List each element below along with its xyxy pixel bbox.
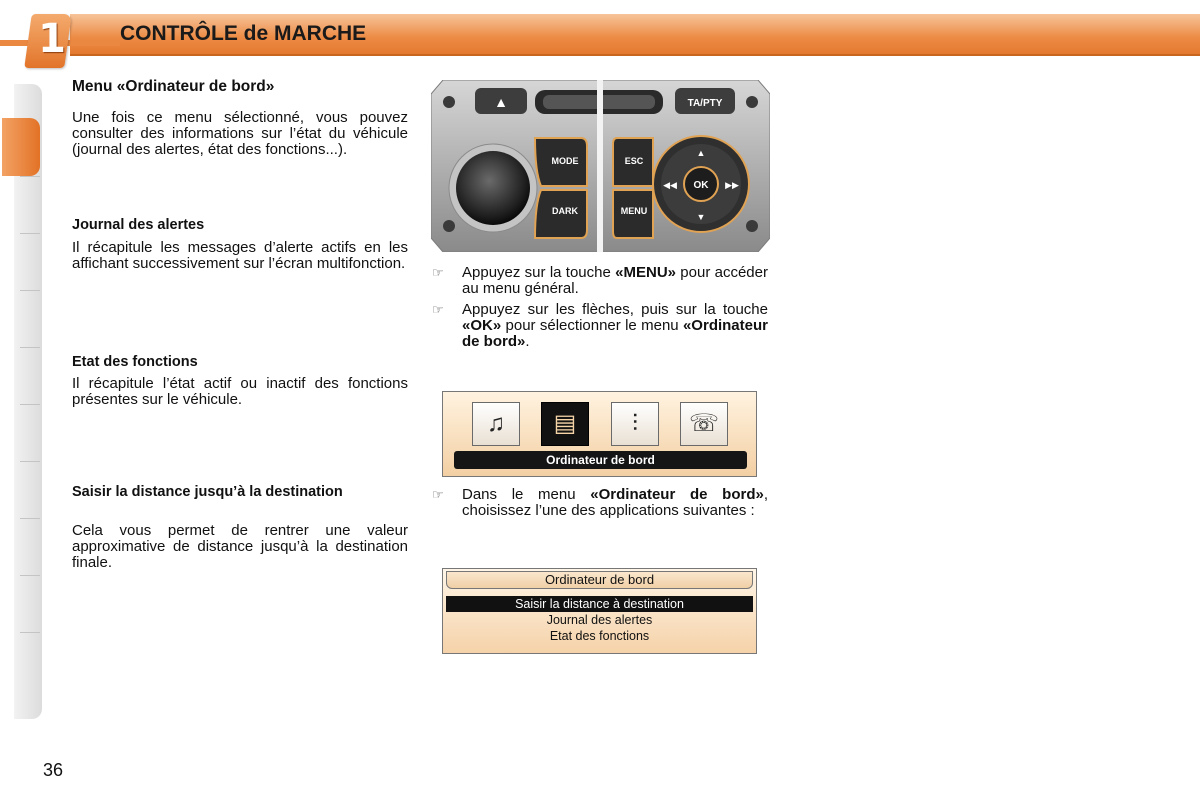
side-tab-divider: [20, 233, 40, 234]
menu-button[interactable]: MENU: [620, 206, 648, 216]
distance-text: Cela vous permet de rentrer une valeur approximative de distance jusqu’à la destination finale.: [72, 522, 408, 571]
menu-name-label: «Ordinateur de bord»: [462, 317, 768, 350]
side-tab-divider: [20, 518, 40, 519]
menu-option: Etat des fonctions: [549, 629, 650, 643]
ta-pty-button[interactable]: TA/PTY: [687, 98, 723, 109]
step2-text: Appuyez sur les flèches, puis sur la touche: [462, 301, 768, 318]
chapter-title: CONTRÔLE de MARCHE: [120, 22, 367, 45]
alerts-log-text: Il récapitule les messages d’alerte actifs en les affichant successivement sur l’écran multifonction.: [72, 239, 408, 272]
arrow-left-button[interactable]: ◀◀: [663, 180, 677, 190]
side-tab-divider: [20, 347, 40, 348]
ok-key-label: «OK»: [462, 317, 502, 334]
menu-key-label: «MENU»: [615, 264, 676, 281]
step1-text-end: pour accéder au menu général.: [462, 264, 768, 297]
side-tab-divider: [20, 290, 40, 291]
step2-text-end: .: [525, 333, 530, 350]
selected-menu-label: Ordinateur de bord: [454, 451, 747, 469]
eject-button[interactable]: ▲: [494, 94, 508, 110]
esc-button[interactable]: ESC: [624, 156, 644, 166]
section-heading: Menu «Ordinateur de bord»: [72, 78, 275, 95]
arrow-right-button[interactable]: ▶▶: [725, 180, 739, 190]
step2-text-mid: pour sélectionner le menu: [501, 317, 683, 334]
arrow-down-button[interactable]: ▼: [696, 212, 706, 222]
ok-button[interactable]: OK: [693, 180, 709, 191]
alerts-log-heading: Journal des alertes: [72, 217, 205, 233]
side-tab-divider: [20, 575, 40, 576]
functions-status-text: Il récapitule l’état actif ou inactif des fonctions présentes sur le véhicule.: [72, 375, 408, 408]
dark-button[interactable]: DARK: [552, 206, 578, 216]
step1-text: Appuyez sur la touche: [462, 264, 616, 281]
intro-paragraph: Une fois ce menu sélectionné, vous pouvez consulter des informations sur l’état du véhicule (journal des alertes, état des fonctions...).: [72, 109, 408, 158]
control-panel-image: [431, 80, 770, 252]
side-tab-divider: [20, 176, 40, 177]
side-tab-divider: [20, 461, 40, 462]
trip-computer-screen: [442, 568, 757, 654]
trip-computer-icon: ▤: [541, 402, 589, 446]
step3-text: Dans le menu: [462, 486, 591, 503]
page-number: 36: [43, 760, 64, 780]
chapter-number: 1: [38, 16, 66, 62]
side-tab-divider: [20, 404, 40, 405]
selected-option: Saisir la distance à destination: [446, 596, 753, 612]
hand-pointer-icon: ☞: [432, 487, 444, 502]
arrow-up-button[interactable]: ▲: [696, 148, 706, 158]
menu-option: Journal des alertes: [546, 613, 653, 627]
side-tab-active: [2, 118, 40, 176]
phone-icon: ☏: [680, 402, 728, 446]
instruction-step-2: [462, 302, 768, 350]
menu-name-label: «Ordinateur de bord»: [590, 486, 764, 503]
side-tabs: [14, 84, 42, 719]
side-tab-divider: [20, 632, 40, 633]
functions-status-heading: Etat des fonctions: [72, 354, 198, 370]
mode-button[interactable]: MODE: [551, 156, 579, 166]
step3-text-end: , choisissez l’une des applications suivantes :: [462, 486, 768, 519]
distance-heading: Saisir la distance jusqu’à la destination: [72, 484, 343, 500]
hand-pointer-icon: ☞: [432, 302, 444, 317]
instruction-step-1: [462, 265, 768, 297]
music-icon: ♫: [472, 402, 520, 446]
instruction-step-3: [462, 487, 768, 519]
page-header: [0, 0, 1200, 62]
main-menu-screen: [442, 391, 757, 477]
settings-icon: ⫶: [611, 402, 659, 446]
screen-title: Ordinateur de bord: [446, 571, 753, 589]
hand-pointer-icon: ☞: [432, 265, 444, 280]
